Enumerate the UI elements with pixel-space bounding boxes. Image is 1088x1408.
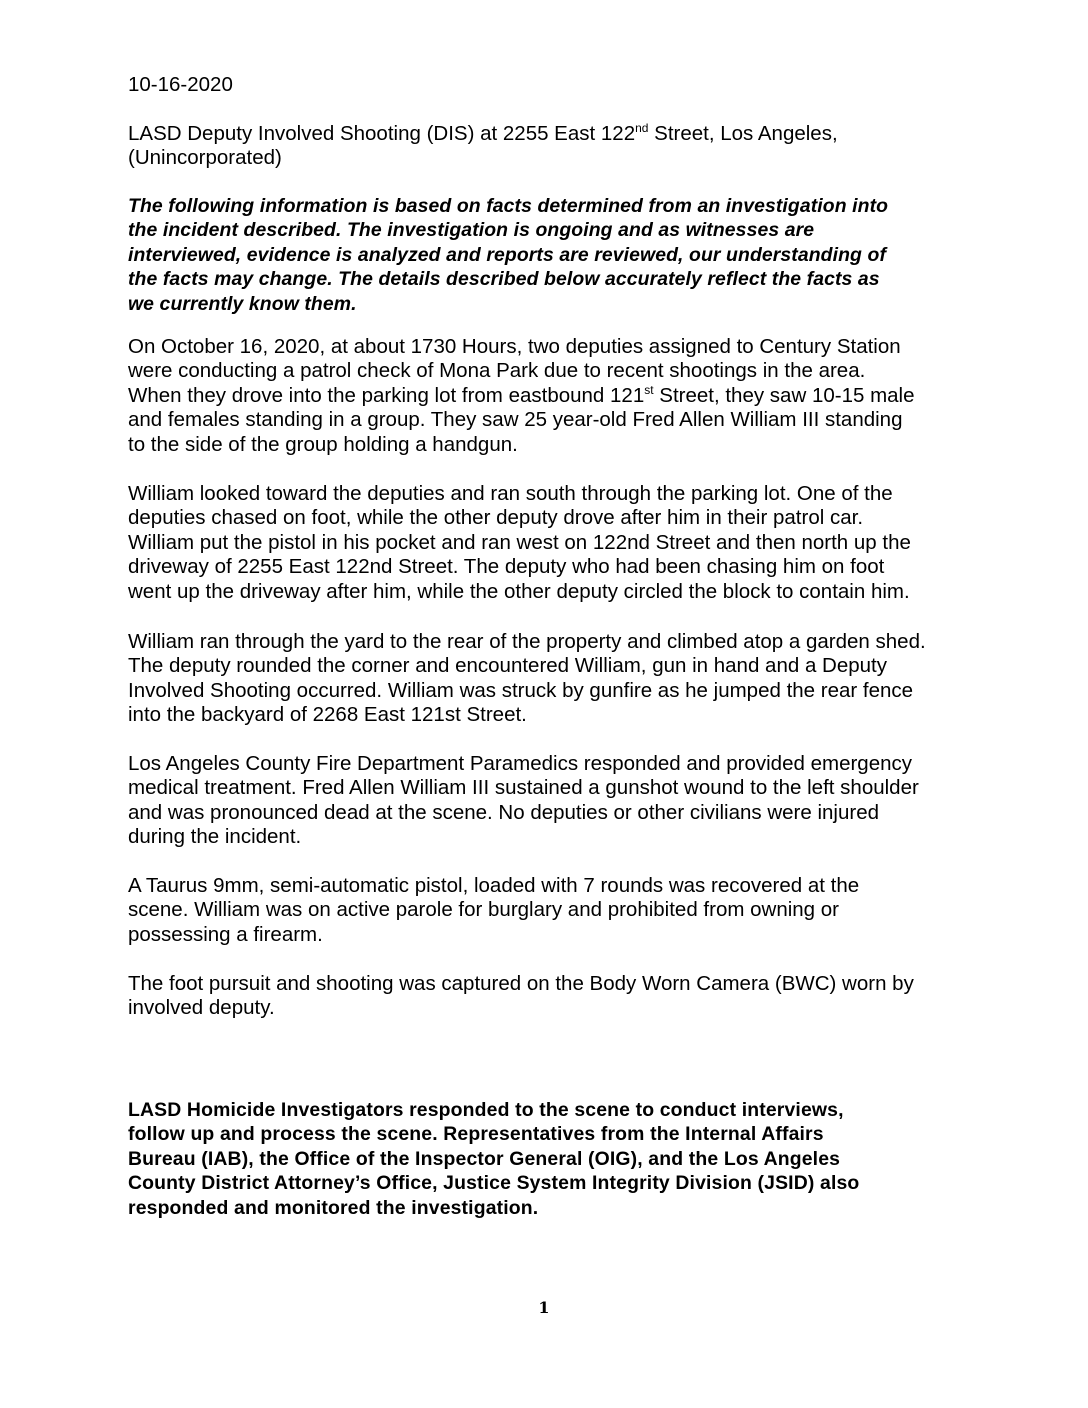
document-date: 10-16-2020 xyxy=(128,73,233,96)
incident-paragraph-5: A Taurus 9mm, semi-automatic pistol, loaded with 7 rounds was recovered at the scene. William was on active parole for burglary and prohibited from owning or possessing a firearm. xyxy=(128,874,860,946)
title-line-2: (Unincorporated) xyxy=(128,146,282,170)
incident-paragraph-3: William ran through the yard to the rear of the property and climbed atop a garden shed. The deputy rounded the corner and encountered William, gun in hand and a Deputy Involved Shooting occurred. William was struck by gunfire as he jumped the rear fence into the backyard of 2268 East 121st Street. xyxy=(128,630,926,727)
page-number: 1 xyxy=(538,1298,550,1317)
document-title xyxy=(128,122,968,171)
disclaimer-paragraph: The following information is based on facts determined from an investigation into the incident described. The investigation is ongoing and as witnesses are interviewed, evidence is analyzed and reports are reviewed, our understanding of the facts may change. The details described below accurately reflect the facts as we currently know them. xyxy=(128,195,889,315)
incident-paragraph-1: On October 16, 2020, at about 1730 Hours, two deputies assigned to Century Station were conducting a patrol check of Mona Park due to recent shootings in the area. When they drove into the parking lot from eastbound 121st Street, they saw 10-15 male and females standing in a group. They saw 25 year-old Fred Allen William III standing to the side of the group holding a handgun. xyxy=(128,335,915,456)
incident-paragraph-2: William looked toward the deputies and ran south through the parking lot. One of the deputies chased on foot, while the other deputy drove after him in their patrol car. William put the pistol in his pocket and ran west on 122nd Street and then north up the driveway of 2255 East 122nd Street. The deputy who had been chasing him on foot went up the driveway after him, while the other deputy circled the block to contain him. xyxy=(128,482,911,603)
incident-paragraph-6: The foot pursuit and shooting was captured on the Body Worn Camera (BWC) worn by involved deputy. xyxy=(128,972,914,1020)
closing-paragraph: LASD Homicide Investigators responded to the scene to conduct interviews, follow up and process the scene. Representatives from the Internal Affairs Bureau (IAB), the Office of the Inspector General (OIG), and the Los Angeles County District Attorney’s Office, Justice System Integrity Division (JSID) also responded and monitored the investigation. xyxy=(128,1099,860,1219)
incident-paragraph-4: Los Angeles County Fire Department Paramedics responded and provided emergency medical treatment. Fred Allen William III sustained a gunshot wound to the left shoulder and was pronounced dead at the scene. No deputies or other civilians were injured during the incident. xyxy=(128,752,919,849)
title-line-1: LASD Deputy Involved Shooting (DIS) at 2255 East 122nd Street, Los Angeles, xyxy=(128,121,838,145)
